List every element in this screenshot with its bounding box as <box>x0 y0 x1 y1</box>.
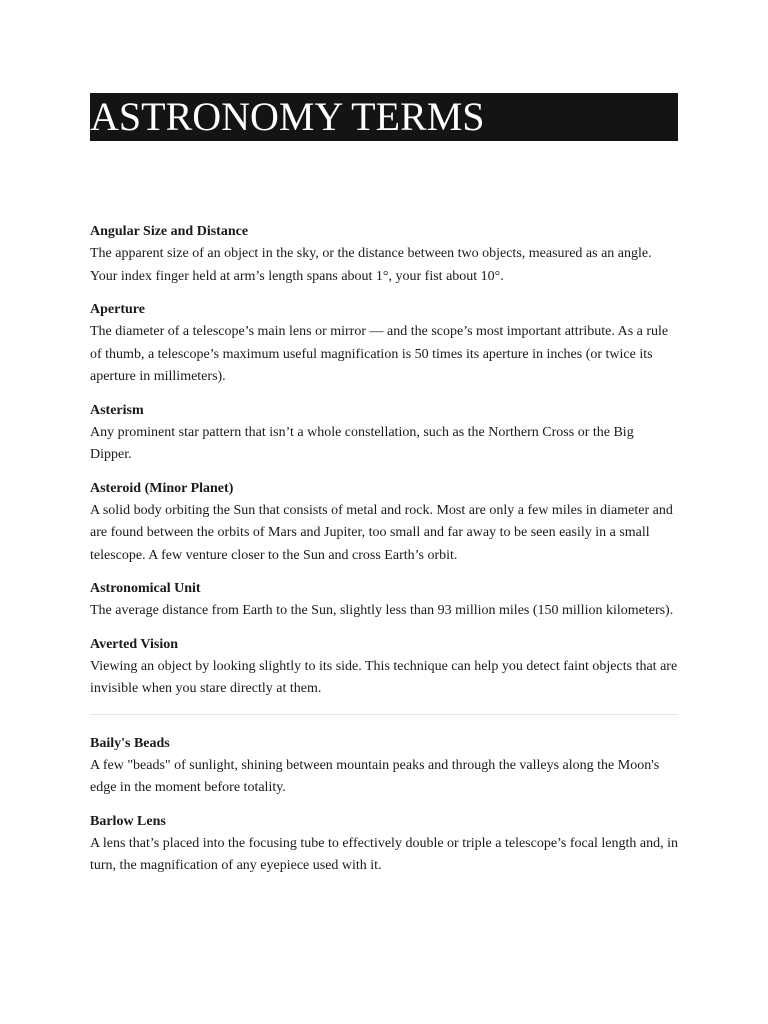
glossary-entry-bailys-beads <box>90 735 678 800</box>
glossary-definition: A few "beads" of sunlight, shining between mountain peaks and through the valleys along the Moon's edge in the moment before totality. <box>90 757 660 795</box>
glossary-definition: The apparent size of an object in the sky, or the distance between two objects, measured as an angle. Your index finger held at arm’s length spans about 1°, your fist about 10°. <box>90 246 652 284</box>
glossary-definition: Viewing an object by looking slightly to its side. This technique can help you detect faint objects that are invisible when you stare directly at them. <box>90 658 678 696</box>
glossary-entry-aperture <box>90 301 678 389</box>
glossary-list <box>90 223 678 878</box>
glossary-term: Angular Size and Distance <box>90 224 249 239</box>
glossary-term: Baily's Beads <box>90 735 170 751</box>
page-title: ASTRONOMY TERMS <box>90 94 485 139</box>
document-page <box>90 93 678 891</box>
glossary-definition: The diameter of a telescope’s main lens or mirror — and the scope’s most important attribute. As a rule of thumb, a telescope’s maximum useful magnification is 50 times its aperture in inches (or twice its aperture in millimeters). <box>90 324 669 384</box>
glossary-definition: Any prominent star pattern that isn’t a whole constellation, such as the Northern Cross or the Big Dipper. <box>90 424 634 462</box>
glossary-entry-astronomical-unit <box>90 580 678 623</box>
section-divider <box>90 714 678 715</box>
glossary-entry-barlow-lens <box>90 813 678 878</box>
glossary-term: Averted Vision <box>90 636 179 652</box>
glossary-term: Aperture <box>90 302 145 317</box>
glossary-definition: A solid body orbiting the Sun that consists of metal and rock. Most are only a few miles in diameter and are found between the orbits of Mars and Jupiter, too small and far away to be seen easily in a small telescope. A few venture closer to the Sun and cross Earth’s orbit. <box>90 502 673 563</box>
glossary-entry-asterism <box>90 402 678 467</box>
glossary-term: Barlow Lens <box>90 813 166 829</box>
glossary-term: Asterism <box>90 402 144 418</box>
glossary-entry-angular-size <box>90 223 678 288</box>
glossary-definition: The average distance from Earth to the Sun, slightly less than 93 million miles (150 million kilometers). <box>90 603 674 618</box>
glossary-term: Asteroid (Minor Planet) <box>90 480 234 496</box>
title-banner <box>90 93 678 141</box>
glossary-definition: A lens that’s placed into the focusing tube to effectively double or triple a telescope’s focal length and, in turn, the magnification of any eyepiece used with it. <box>90 835 678 873</box>
glossary-entry-asteroid <box>90 480 678 568</box>
glossary-term: Astronomical Unit <box>90 581 201 596</box>
glossary-entry-averted-vision <box>90 636 678 701</box>
